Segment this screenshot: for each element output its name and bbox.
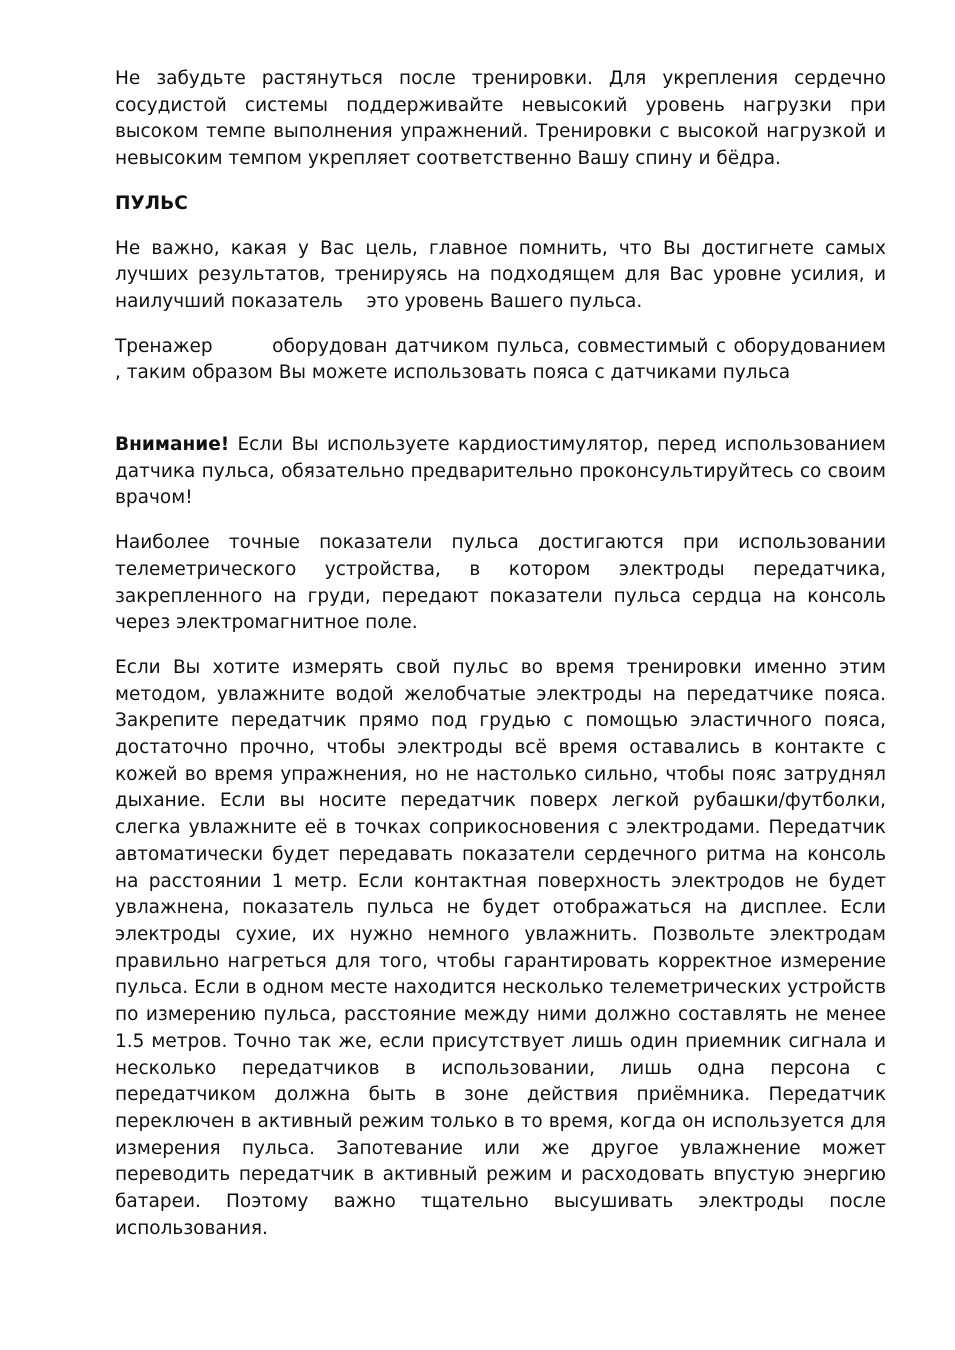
section-heading-pulse: ПУЛЬС (115, 192, 188, 214)
warning-text: Если Вы используете кардиостимулятор, перед использованием датчика пульса, обязательно предварительно проконсультируйтесь со своим врачом! (115, 434, 886, 509)
paragraph-pulse-sensor: Тренажер оборудован датчиком пульса, совместимый с оборудованием , таким образом Вы можете использовать пояса с датчиками пульса (115, 335, 934, 384)
paragraph-telemetry: Наиболее точные показатели пульса достигаются при использовании телеметрического устройства, в котором электроды передатчика, закрепленного на груди, передают показатели пульса сердца на консоль через электромагнитное поле. (115, 532, 886, 634)
paragraph-pulse-goal: Не важно, какая у Вас цель, главное помнить, что Вы достигнете самых лучших результатов, тренируясь на подходящем для Вас уровне усилия, и наилучший показатель это уровень Вашего пульса. (115, 237, 892, 312)
paragraph-warning (115, 432, 886, 512)
paragraph-transmitter-usage: Если Вы хотите измерять свой пульс во время тренировки именно этим методом, увлажните водой желобчатые электроды на передатчике пояса. Закрепите передатчик прямо под грудью с помощью эластичного пояса, достаточно прочно, чтобы электроды всё время оставались в контакте с кожей во время упражнения, но не настолько сильно, чтобы пояс затруднял дыхание. Если вы носите передатчик поверх легкой рубашки/футболки, слегка увлажните её в точках соприкосновения с электродами. Передатчик автоматически будет передавать показатели сердечного ритма на консоль на расстоянии 1 метр. Если контактная поверхность электродов не будет увлажнена, показатель пульса не будет отображаться на дисплее. Если электроды сухие, их нужно немного увлажнить. Позвольте электродам правильно нагреться для того, чтобы гарантировать корректное измерение пульса. Если в одном месте находится несколько телеметрических устройств по измерению пульса, расстояние между ними должно составлять не менее 1.5 метров. Точно так же, если присутствует лишь один приемник сигнала и несколько передатчиков в использовании, лишь одна персона с передатчиком должна быть в зоне действия приёмника. Передатчик переключен в активный режим только в то время, когда он используется для измерения пульса. Запотевание или же другое увлажнение может переводить передатчик в активный режим и расходовать впустую энергию батареи. Поэтому важно тщательно высушивать электроды после использования. (115, 656, 886, 1239)
document-page (115, 66, 934, 1260)
paragraph-stretching: Не забудьте растянуться после тренировки. Для укрепления сердечно сосудистой системы поддерживайте невысокий уровень нагрузки при высоком темпе выполнения упражнений. Тренировки с высокой нагрузкой и невысоким темпом укрепляет соответственно Вашу спину и бёдра. (115, 68, 886, 170)
warning-label: Внимание! (115, 434, 230, 456)
